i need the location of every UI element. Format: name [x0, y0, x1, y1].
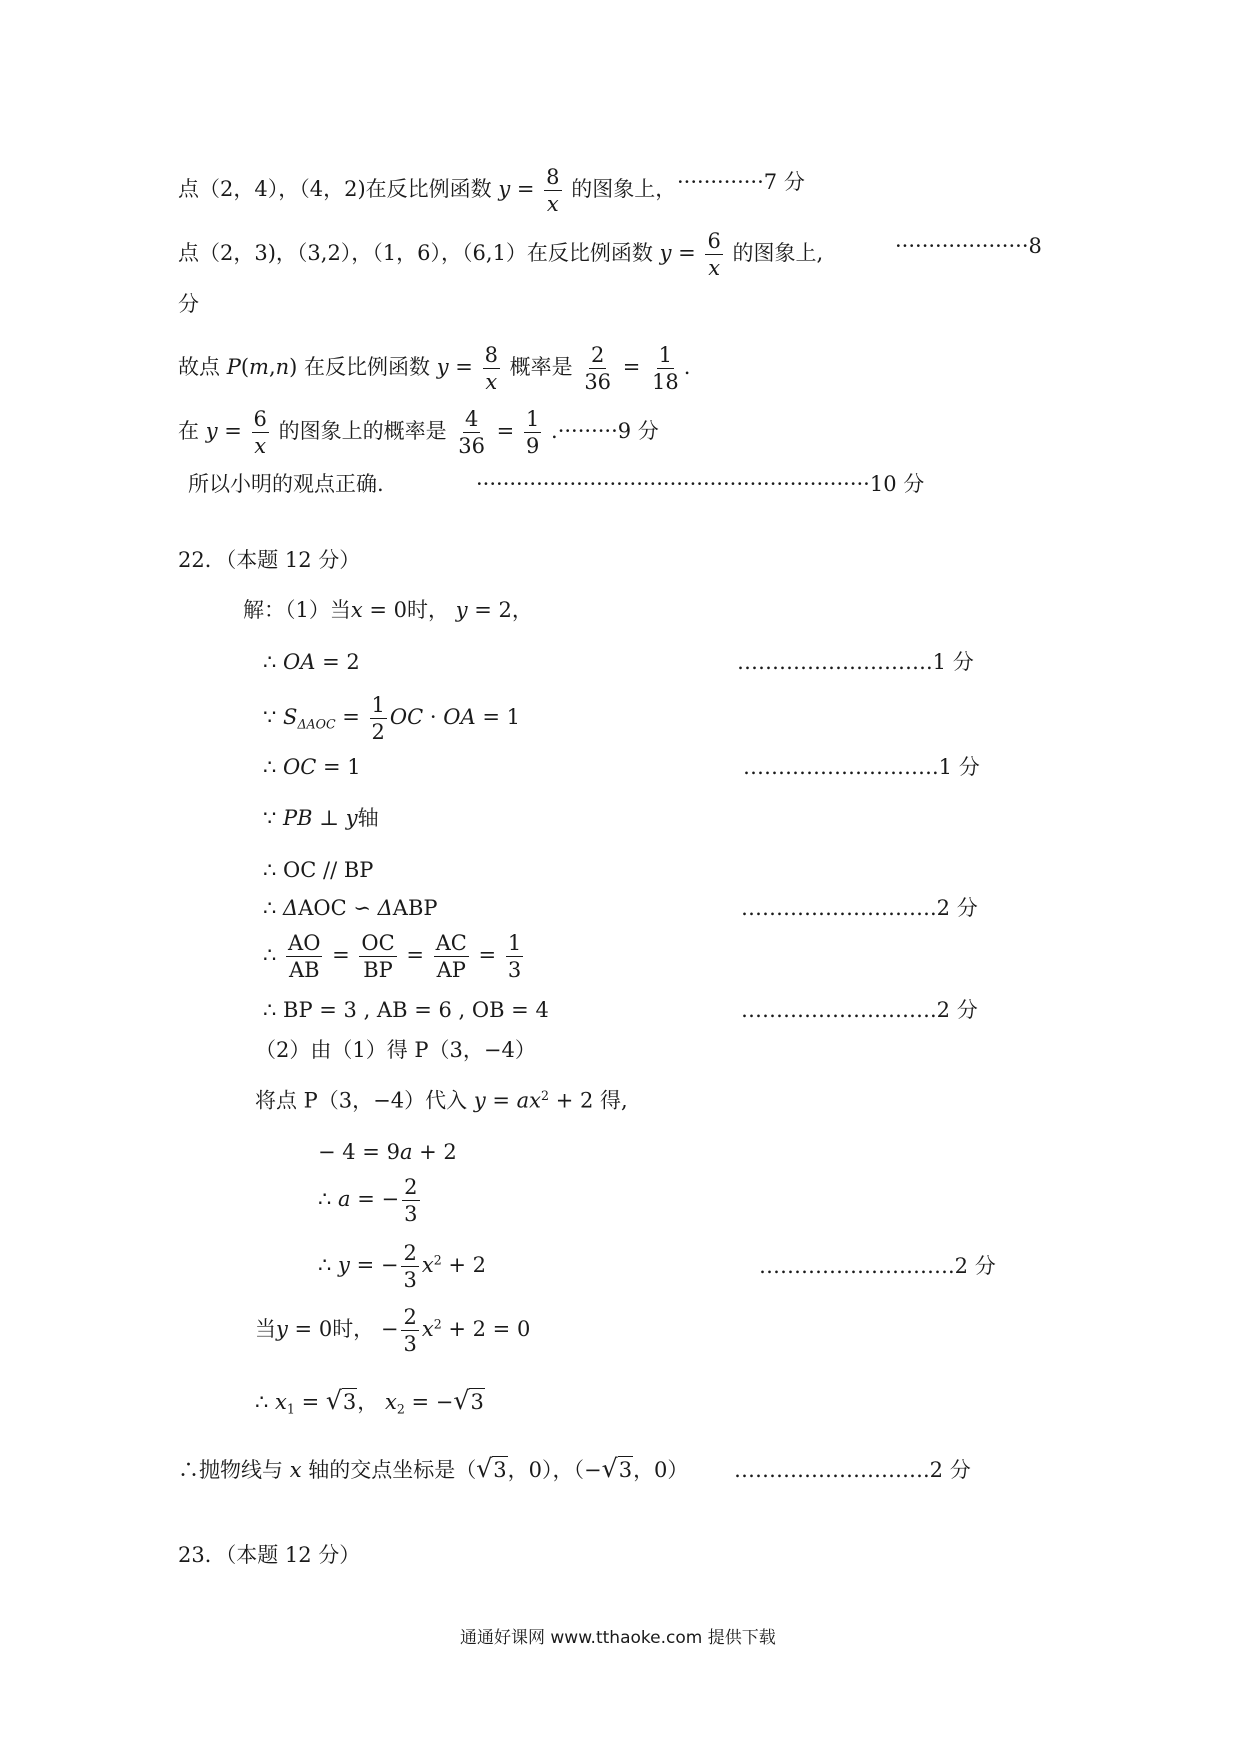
score-q22-2d: ……………………….2 分 [734, 1458, 971, 1482]
score-q22-2a: ……………………….2 分 [741, 896, 978, 920]
q23-heading: 23．（本题 12 分） [178, 1543, 361, 1567]
q22-pb-perp: ∵ PB ⊥ y轴 [263, 806, 379, 830]
fraction-6-over-x: $\frac{6}{x}$ [707, 229, 721, 281]
q22-ratio: ∴ $\frac{AO}{AB}$ = $\frac{OC}{BP}$ = $\frac{AC}{AP}$ = $\frac{1}{3}$ [263, 931, 522, 983]
q22-step-1: 解：（1）当x = 0时， y = 2， [243, 598, 533, 622]
q22-parallel: ∴ OC // BP [263, 858, 374, 882]
q22-part2: （2）由（1）得 P（3，−4） [255, 1038, 536, 1062]
q22-conclusion: ∴抛物线与 x 轴的交点坐标是（√3，0），（−√3，0） [178, 1454, 689, 1483]
score-7: ·············7 分 [677, 170, 805, 194]
q22-parabola: ∴ y = − $\frac{2}{3}$ $x^2 + 2$ [318, 1241, 487, 1293]
fraction-8-over-x: $\frac{8}{x}$ [546, 165, 560, 217]
q22-a-value: ∴ a = − $\frac{2}{3}$ [318, 1175, 418, 1227]
q22-eq-9a: − 4 = 9a + 2 [318, 1140, 457, 1164]
q22-roots: ∴ $x_1 = √3$， $x_2 = -√3$ [255, 1386, 484, 1417]
q22-heading: 22．（本题 12 分） [178, 548, 361, 572]
score-8-unit: 分 [178, 292, 199, 316]
answer-line-4: 在 y = $\frac{6}{x}$ 的图象上的概率是 $\frac{4}{36}$ = $\frac{1}{9}$ .·········9 分 [178, 407, 659, 459]
q22-substitute: 将点 P（3，−4）代入 $y = ax^2 + 2$ 得, [255, 1088, 628, 1113]
q22-oc: ∴ OC = 1 [263, 755, 361, 779]
answer-line-1: 点（2，4），（4，2)在反比例函数 y = $\frac{8}{x}$ 的图象上， [178, 165, 677, 217]
q22-oa: ∴ OA = 2 [263, 650, 360, 674]
q22-when-y0: 当y = 0时， − $\frac{2}{3}$ $x^2 + 2 = 0$ [255, 1305, 531, 1357]
score-10: ···························································10 分 [476, 472, 925, 496]
q22-lengths: ∴ BP = 3 , AB = 6 , OB = 4 [263, 998, 549, 1022]
page-footer: 通通好课网 www.tthaoke.com 提供下载 [460, 1628, 776, 1648]
q22-similar: ∴ ΔAOC ∽ ΔABP [263, 896, 438, 920]
answer-line-5: 所以小明的观点正确. [188, 472, 384, 496]
answer-line-2: 点（2，3)，（3,2），（1，6），（6,1）在反比例函数 y = $\frac{6}{x}$ 的图象上, [178, 229, 824, 281]
score-q22-1a: ……………………….1 分 [737, 650, 974, 674]
answer-line-3: 故点 P(m,n) 在反比例函数 y = $\frac{8}{x}$ 概率是 $\frac{2}{36}$ = $\frac{1}{18}$ . [178, 343, 691, 395]
score-q22-2b: ……………………….2 分 [741, 998, 978, 1022]
score-q22-2c: ……………………….2 分 [759, 1254, 996, 1278]
score-q22-1b: ……………………….1 分 [743, 755, 980, 779]
q22-area: ∵ $S_{\Delta AOC}$ = $\frac{1}{2}$ OC · OA = 1 [263, 693, 520, 745]
score-8: ····················8 [895, 234, 1042, 258]
